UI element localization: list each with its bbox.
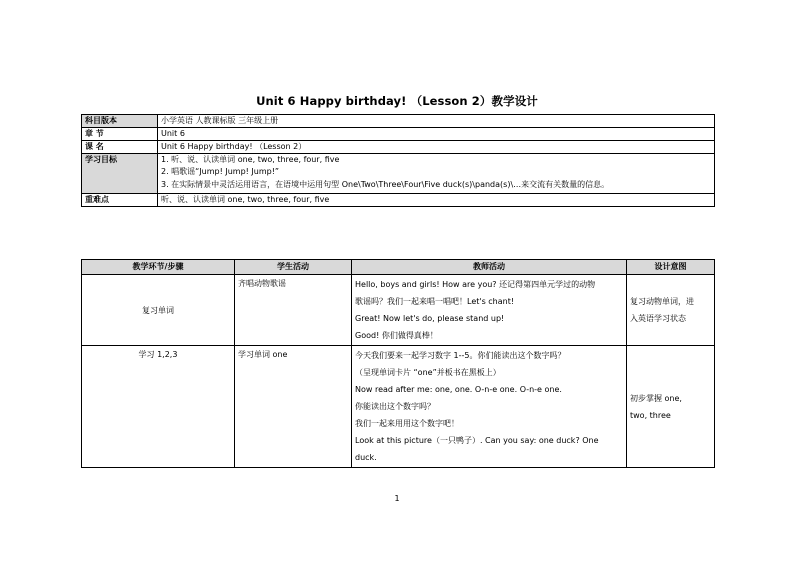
info-label-difficulty: 重难点 (82, 194, 158, 207)
teacher-line: 我们一起来用用这个数字吧！ (355, 419, 459, 428)
info-row-difficulty (82, 194, 715, 207)
info-label-subject: 科目版本 (82, 115, 158, 128)
intent-line: 入英语学习状态 (630, 314, 686, 323)
info-row-goals (82, 154, 715, 194)
document-title: Unit 6 Happy birthday! （Lesson 2）教学设计 (256, 94, 538, 108)
teacher-line: Look at this picture（一只鸭子）. Can you say: one duck? One (355, 436, 599, 445)
info-value-chapter: Unit 6 (158, 128, 715, 141)
info-value-lesson: Unit 6 Happy birthday! （Lesson 2） (158, 141, 715, 154)
teacher-line: Now read after me: one, one. O-n-e one. O-n-e one. (355, 385, 562, 394)
activity-header-row (82, 260, 715, 275)
student-activity-cell: 学习单词 one (235, 346, 352, 468)
header-teacher: 教师活动 (352, 260, 627, 275)
intent-line: 初步掌握 one, (630, 393, 682, 403)
goal-item: 1. 听、说、认读单词 one, two, three, four, five (161, 155, 340, 164)
info-row-chapter (82, 128, 715, 141)
info-label-goals: 学习目标 (82, 154, 158, 194)
course-info-table (81, 114, 715, 207)
intent-cell (627, 275, 715, 346)
info-value-goals (158, 154, 715, 194)
info-row-subject (82, 115, 715, 128)
teacher-line: 今天我们要来一起学习数字 1--5。你们能读出这个数字吗？ (355, 351, 566, 360)
teacher-line: （呈现单词卡片 “one”并板书在黑板上） (355, 368, 501, 377)
header-step: 教学环节/步骤 (82, 260, 235, 275)
intent-line: 复习动物单词，进 (630, 297, 694, 306)
step-cell: 复习单词 (82, 275, 235, 346)
teacher-activity-cell (352, 346, 627, 468)
teacher-line: Good! 你们做得真棒！ (355, 331, 438, 340)
intent-line: two, three (630, 410, 671, 420)
header-intent: 设计意图 (627, 260, 715, 275)
info-row-lesson (82, 141, 715, 154)
teacher-line: 歌谣吗？我们一起来唱一唱吧！Let's chant! (355, 297, 515, 306)
teacher-line: Hello, boys and girls! How are you? 还记得第四单元学过的动物 (355, 280, 596, 289)
teaching-activity-table (81, 259, 715, 468)
info-value-subject: 小学英语 人教课标版 三年级上册 (158, 115, 715, 128)
teacher-activity-cell (352, 275, 627, 346)
page-number: 1 (394, 494, 400, 503)
header-student: 学生活动 (235, 260, 352, 275)
teacher-line: duck. (355, 453, 377, 462)
goal-item: 3. 在实际情景中灵活运用语言，在语境中运用句型 One\Two\Three\Four\Five duck(s)\panda(s)\…来交流有关数量的信息。 (161, 180, 610, 189)
step-cell: 学习 1,2,3 (82, 346, 235, 468)
teacher-line: Great! Now let's do, please stand up! (355, 314, 505, 323)
goal-item: 2. 唱歌谣“Jump! Jump! Jump!” (161, 167, 280, 176)
info-label-lesson: 课 名 (82, 141, 158, 154)
student-activity-cell: 齐唱动物歌谣 (235, 275, 352, 346)
info-label-chapter: 章 节 (82, 128, 158, 141)
info-value-difficulty: 听、说、认读单词 one, two, three, four, five (158, 194, 715, 207)
table-row (82, 346, 715, 468)
table-row (82, 275, 715, 346)
teacher-line: 你能读出这个数字吗？ (355, 402, 435, 411)
intent-cell (627, 346, 715, 468)
